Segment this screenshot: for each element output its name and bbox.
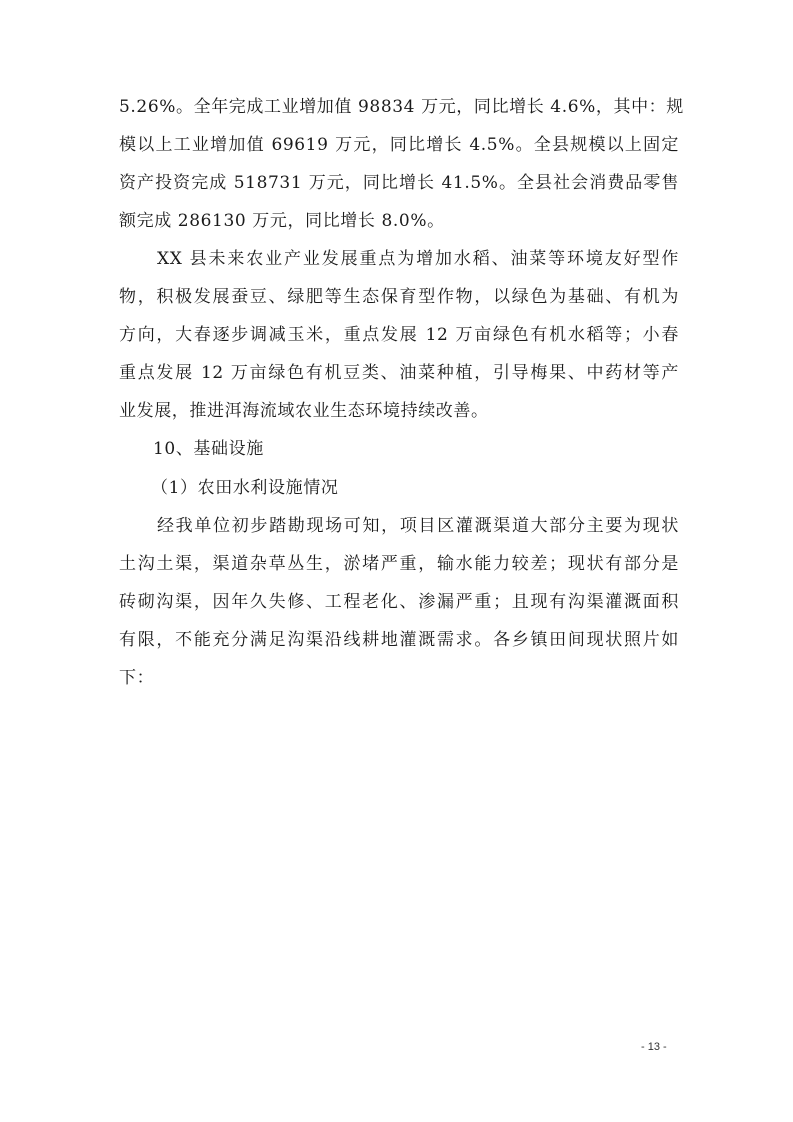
text-line: 有限，不能充分满足沟渠沿线耕地灌溉需求。各乡镇田间现状照片如: [119, 630, 679, 650]
subsection-heading: （1）农田水利设施情况: [151, 478, 339, 498]
section-heading: 10、基础设施: [153, 439, 264, 459]
text-line: 5.26%。全年完成工业增加值 98834 万元，同比增长 4.6%，其中：规: [119, 97, 684, 117]
text-line: 下：: [119, 668, 155, 688]
text-line: 经我单位初步踏勘现场可知，项目区灌溉渠道大部分主要为现状: [157, 516, 679, 536]
text-line: 方向，大春逐步调减玉米，重点发展 12 万亩绿色有机水稻等；小春: [119, 325, 679, 345]
page-number: - 13 -: [641, 1041, 667, 1053]
text-line: 物，积极发展蚕豆、绿肥等生态保育型作物，以绿色为基础、有机为: [119, 287, 679, 307]
text-line: XX 县未来农业产业发展重点为增加水稻、油菜等环境友好型作: [157, 249, 679, 269]
text-line: 砖砌沟渠，因年久失修、工程老化、渗漏严重；且现有沟渠灌溉面积: [119, 592, 679, 612]
text-line: 土沟土渠，渠道杂草丛生，淤堵严重，输水能力较差；现状有部分是: [119, 554, 679, 574]
text-line: 额完成 286130 万元，同比增长 8.0%。: [119, 211, 445, 231]
text-line: 业发展，推进洱海流域农业生态环境持续改善。: [119, 401, 489, 421]
text-line: 重点发展 12 万亩绿色有机豆类、油菜种植，引导梅果、中药材等产: [119, 363, 679, 383]
text-line: 模以上工业增加值 69619 万元，同比增长 4.5%。全县规模以上固定: [119, 135, 679, 155]
text-line: 资产投资完成 518731 万元，同比增长 41.5%。全县社会消费品零售: [119, 173, 679, 193]
